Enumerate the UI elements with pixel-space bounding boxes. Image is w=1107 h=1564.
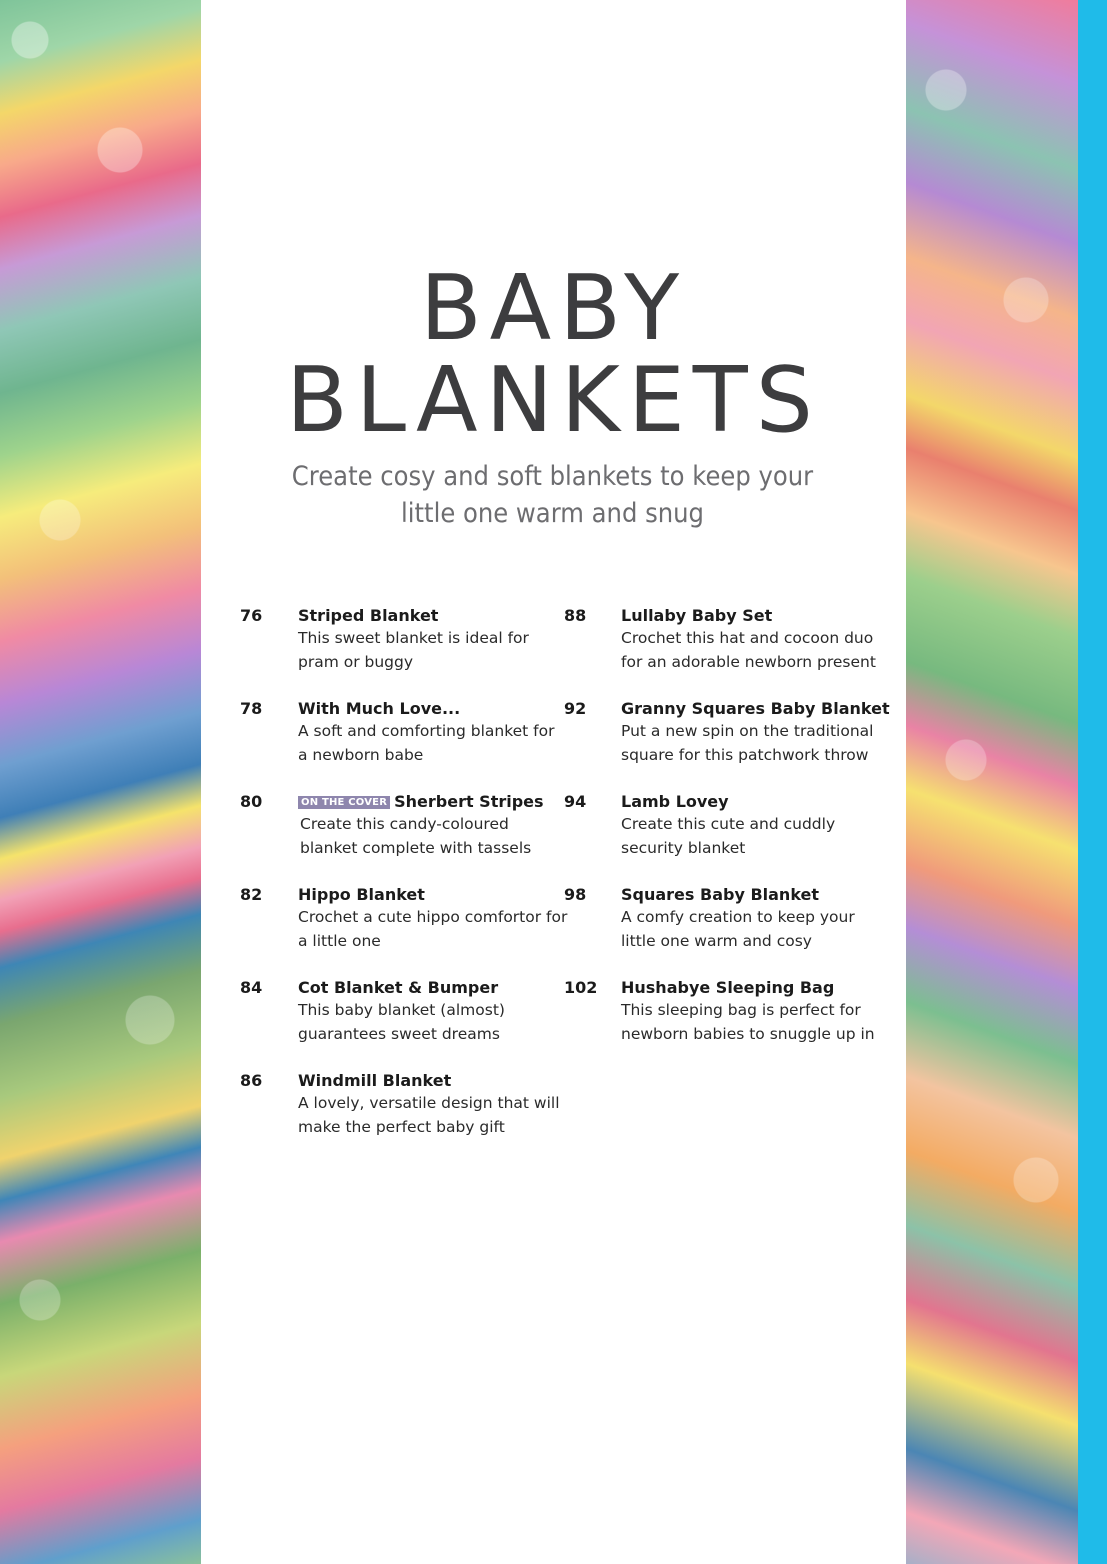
entry-title: Sherbert Stripes: [394, 792, 544, 811]
on-the-cover-badge: ON THE COVER: [298, 796, 390, 809]
entry-title: Lullaby Baby Set: [621, 606, 773, 625]
accent-strip: [1078, 0, 1107, 1564]
entry-title: Cot Blanket & Bumper: [298, 978, 499, 997]
entry-title: With Much Love...: [298, 699, 461, 718]
entry-description: Crochet this hat and cocoon duo for an adorable newborn present: [621, 629, 876, 671]
entry-title: Lamb Lovey: [621, 792, 729, 811]
entry-description: Put a new spin on the traditional square for this patchwork throw: [621, 722, 874, 764]
page-number: 102: [564, 978, 598, 997]
entry-description: A soft and comforting blanket for a newborn babe: [298, 722, 555, 764]
page-number: 88: [564, 606, 587, 625]
entry-description: A lovely, versatile design that will make the perfect baby gift: [298, 1094, 560, 1136]
page-number: 78: [240, 699, 263, 718]
page-number: 84: [240, 978, 263, 997]
page-number: 94: [564, 792, 587, 811]
entry-description: This sleeping bag is perfect for newborn babies to snuggle up in: [621, 1001, 875, 1043]
page-number: 80: [240, 792, 263, 811]
entry-title: Hippo Blanket: [298, 885, 425, 904]
crochet-blanket-photo-left: [0, 0, 201, 1564]
entry-title: Hushabye Sleeping Bag: [621, 978, 835, 997]
entry-title: Striped Blanket: [298, 606, 439, 625]
entry-title-row: [298, 790, 568, 813]
entry-description: Crochet a cute hippo comfortor for a little one: [298, 908, 568, 950]
page-subtitle: Create cosy and soft blankets to keep your little one warm and snug: [291, 461, 814, 529]
page-number: 76: [240, 606, 263, 625]
page-number: 82: [240, 885, 263, 904]
page-title-line2: BLANKETS: [286, 348, 821, 453]
entry-description: A comfy creation to keep your little one warm and cosy: [621, 908, 855, 950]
entry-description: Create this cute and cuddly security blanket: [621, 815, 836, 857]
entry-description: This baby blanket (almost) guarantees sweet dreams: [298, 1001, 505, 1043]
entry-title: Squares Baby Blanket: [621, 885, 820, 904]
page-number: 98: [564, 885, 587, 904]
entry-title: Granny Squares Baby Blanket: [621, 699, 890, 718]
page-number: 86: [240, 1071, 263, 1090]
entry-title: Windmill Blanket: [298, 1071, 452, 1090]
page-number: 92: [564, 699, 587, 718]
entry-description: Create this candy-coloured blanket complete with tassels: [300, 815, 532, 857]
crochet-blanket-photo-right: [906, 0, 1078, 1564]
page-title-line1: BABY: [419, 256, 688, 361]
entry-description: This sweet blanket is ideal for pram or buggy: [298, 629, 529, 671]
